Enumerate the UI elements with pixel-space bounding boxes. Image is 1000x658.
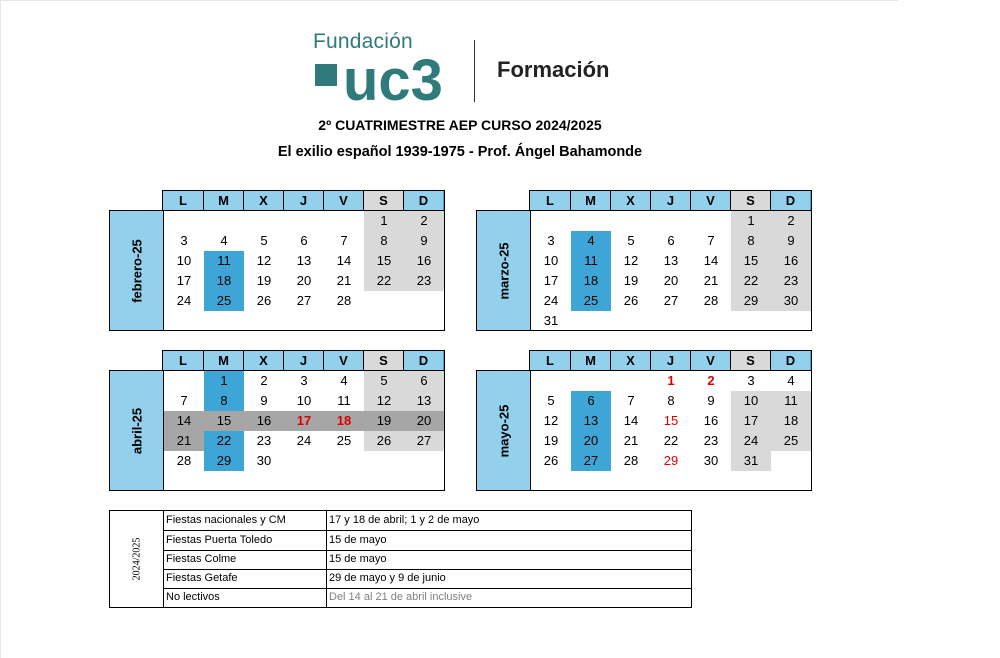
day-cell: [404, 291, 444, 311]
weekday-j: J: [283, 351, 323, 370]
day-cell: 7: [180, 393, 188, 408]
logo-small-text: Fundación: [313, 30, 413, 53]
holiday-cell: 1: [667, 373, 675, 388]
day-cell: 5: [547, 393, 555, 408]
weekday-d: D: [770, 351, 810, 370]
day-cell: 6: [404, 371, 444, 391]
day-cell: 21: [623, 433, 639, 448]
local-holiday-cell: 29: [663, 453, 679, 468]
day-cell: 17: [176, 273, 192, 288]
day-cell: 13: [404, 391, 444, 411]
class-day-cell: 6: [571, 391, 611, 411]
month-label-cell: [477, 371, 531, 490]
holiday-cell: 17: [284, 411, 324, 431]
day-cell: 14: [703, 253, 719, 268]
day-cell: 25: [336, 433, 352, 448]
day-cell: 5: [364, 371, 404, 391]
day-cell: [364, 291, 404, 311]
day-cell: 13: [663, 253, 679, 268]
day-cell: 27: [296, 293, 312, 308]
class-day-cell: 4: [571, 231, 611, 251]
day-cell: 10: [296, 393, 312, 408]
weekday-s: S: [730, 191, 770, 210]
class-day-cell: 27: [571, 451, 611, 471]
day-cell: 27: [404, 431, 444, 451]
month-label: mayo-25: [496, 404, 511, 457]
local-holiday-cell: 15: [663, 413, 679, 428]
day-cell: [204, 211, 244, 231]
weekday-l: L: [530, 351, 570, 370]
day-cell: 19: [256, 273, 272, 288]
day-grid: [164, 211, 444, 311]
day-grid: [531, 211, 811, 331]
day-cell: 6: [300, 233, 308, 248]
legend-value: 17 y 18 de abril; 1 y 2 de mayo: [326, 511, 689, 530]
day-cell: 28: [703, 293, 719, 308]
day-cell: 28: [336, 293, 352, 308]
day-cell: [771, 451, 811, 471]
day-cell: [164, 211, 204, 231]
month-label: abril-25: [129, 407, 144, 454]
weekday-d: D: [403, 191, 443, 210]
legend-value: 15 de mayo: [326, 550, 689, 569]
legend-value: Del 14 al 21 de abril inclusive: [326, 588, 689, 607]
class-day-cell: 29: [204, 451, 244, 471]
day-cell: 14: [336, 253, 352, 268]
legend-label: Fiestas Getafe: [166, 572, 238, 584]
day-cell: 31: [731, 451, 771, 471]
legend-row: [164, 588, 691, 607]
weekday-l: L: [530, 191, 570, 210]
day-cell: [164, 371, 204, 391]
day-cell: 4: [220, 233, 228, 248]
day-cell: 19: [543, 433, 559, 448]
day-cell: 1: [364, 211, 404, 231]
day-cell: 20: [663, 273, 679, 288]
weekday-x: X: [243, 191, 283, 210]
legend-value: 15 de mayo: [326, 531, 689, 550]
day-cell: 26: [364, 431, 404, 451]
day-cell: 23: [771, 271, 811, 291]
day-cell: 19: [623, 273, 639, 288]
day-cell: 2: [771, 211, 811, 231]
day-cell: [611, 371, 651, 391]
weekday-header: [162, 190, 445, 211]
day-cell: 29: [731, 291, 771, 311]
day-cell: 16: [771, 251, 811, 271]
class-day-cell: 25: [571, 291, 611, 311]
weekday-s: S: [363, 351, 403, 370]
day-cell: [244, 211, 284, 231]
day-cell: 1: [731, 211, 771, 231]
day-cell: 8: [731, 231, 771, 251]
day-cell: 24: [731, 431, 771, 451]
weekday-s: S: [363, 191, 403, 210]
no-lectivo-cell: 16: [244, 411, 284, 431]
class-day-cell: 18: [571, 271, 611, 291]
no-lectivo-cell: 21: [164, 431, 204, 451]
day-cell: 23: [703, 433, 719, 448]
no-lectivo-cell: 20: [404, 411, 444, 431]
month-label-cell: [477, 211, 531, 330]
legend-row: [164, 569, 691, 589]
day-cell: 9: [707, 393, 715, 408]
holiday-cell: 18: [324, 411, 364, 431]
day-cell: [531, 211, 571, 231]
weekday-j: J: [650, 191, 690, 210]
day-cell: 3: [300, 373, 308, 388]
day-cell: 22: [663, 433, 679, 448]
day-cell: [284, 211, 324, 231]
day-cell: 5: [627, 233, 635, 248]
legend-row: [164, 531, 691, 551]
day-cell: 2: [260, 373, 268, 388]
uc3-logo-mark: [313, 56, 463, 106]
page-border-left: [0, 0, 1, 658]
legend-year-cell: [110, 511, 164, 607]
class-day-cell: 1: [204, 371, 244, 391]
day-cell: 26: [256, 293, 272, 308]
month-label: febrero-25: [129, 238, 144, 303]
weekday-j: J: [650, 351, 690, 370]
weekday-v: V: [323, 351, 363, 370]
class-day-cell: 18: [204, 271, 244, 291]
day-cell: 12: [543, 413, 559, 428]
legend-label: Fiestas Puerta Toledo: [166, 534, 273, 546]
weekday-d: D: [770, 191, 810, 210]
class-day-cell: 20: [571, 431, 611, 451]
day-cell: [324, 211, 364, 231]
day-cell: 16: [404, 251, 444, 271]
class-day-cell: 11: [571, 251, 611, 271]
day-cell: 8: [364, 231, 404, 251]
no-lectivo-cell: 15: [204, 411, 244, 431]
day-cell: 11: [337, 393, 351, 408]
day-cell: 30: [771, 291, 811, 311]
legend-row: [164, 550, 691, 570]
weekday-j: J: [283, 191, 323, 210]
page-subtitle: El exilio español 1939-1975 - Prof. Ángel Bahamonde: [277, 144, 643, 160]
day-cell: 7: [340, 233, 348, 248]
day-grid: [531, 371, 811, 471]
day-cell: 22: [731, 271, 771, 291]
weekday-x: X: [243, 351, 283, 370]
weekday-x: X: [610, 191, 650, 210]
day-cell: 3: [747, 373, 755, 388]
class-day-cell: 22: [204, 431, 244, 451]
day-cell: 15: [364, 251, 404, 271]
month-label-cell: [110, 371, 164, 490]
day-cell: 18: [771, 411, 811, 431]
day-cell: 26: [543, 453, 559, 468]
month-label: marzo-25: [496, 241, 511, 300]
legend-row: [164, 511, 691, 531]
day-cell: 27: [663, 293, 679, 308]
day-cell: 9: [771, 231, 811, 251]
day-cell: 24: [296, 433, 312, 448]
day-cell: 23: [256, 433, 272, 448]
day-cell: [571, 371, 611, 391]
day-cell: 4: [787, 373, 795, 388]
legend-label: Fiestas Colme: [166, 553, 237, 565]
day-cell: 4: [340, 373, 348, 388]
page-title: 2º CUATRIMESTRE AEP CURSO 2024/2025: [318, 117, 602, 133]
day-cell: 10: [176, 253, 192, 268]
day-cell: 5: [260, 233, 268, 248]
day-cell: [571, 211, 611, 231]
day-cell: 9: [404, 231, 444, 251]
calendar-body: [109, 210, 445, 331]
day-cell: [531, 371, 571, 391]
day-cell: 12: [256, 253, 272, 268]
day-cell: 14: [623, 413, 639, 428]
month-label-cell: [110, 211, 164, 330]
weekday-header: [529, 350, 812, 371]
weekday-v: V: [690, 191, 730, 210]
day-cell: 3: [180, 233, 188, 248]
day-cell: 16: [703, 413, 719, 428]
class-day-cell: 25: [204, 291, 244, 311]
legend-value: 29 de mayo y 9 de junio: [326, 569, 689, 588]
day-cell: 2: [404, 211, 444, 231]
weekday-v: V: [323, 191, 363, 210]
day-cell: 3: [547, 233, 555, 248]
weekday-l: L: [163, 191, 203, 210]
weekday-x: X: [610, 351, 650, 370]
day-grid: [164, 371, 444, 471]
day-cell: 25: [771, 431, 811, 451]
day-cell: 22: [364, 271, 404, 291]
day-cell: 31: [543, 313, 559, 328]
weekday-d: D: [403, 351, 443, 370]
day-cell: 10: [731, 391, 771, 411]
weekday-header: [529, 190, 812, 211]
day-cell: 24: [543, 293, 559, 308]
logo-big-text: uc3: [343, 56, 443, 106]
weekday-m: M: [570, 351, 610, 370]
day-cell: 7: [627, 393, 635, 408]
day-cell: 28: [176, 453, 192, 468]
weekday-m: M: [203, 351, 243, 370]
day-cell: 17: [731, 411, 771, 431]
no-lectivo-cell: 19: [364, 411, 404, 431]
day-cell: 13: [296, 253, 312, 268]
day-cell: 10: [543, 253, 559, 268]
holiday-cell: 2: [707, 373, 715, 388]
holidays-legend: [109, 510, 692, 608]
day-cell: 28: [623, 453, 639, 468]
day-cell: 15: [731, 251, 771, 271]
day-cell: 21: [336, 273, 352, 288]
day-cell: 26: [623, 293, 639, 308]
logo-right-text: Formación: [497, 57, 610, 82]
class-day-cell: 11: [204, 251, 244, 271]
class-day-cell: 13: [571, 411, 611, 431]
logo-separator: [474, 40, 475, 102]
calendar-body: [476, 210, 812, 331]
day-cell: 9: [260, 393, 268, 408]
day-cell: [691, 211, 731, 231]
day-cell: [611, 211, 651, 231]
day-cell: 8: [667, 393, 675, 408]
day-cell: 23: [404, 271, 444, 291]
calendar-body: [476, 370, 812, 491]
no-lectivo-cell: 14: [164, 411, 204, 431]
class-day-cell: 8: [204, 391, 244, 411]
weekday-m: M: [203, 191, 243, 210]
day-cell: 24: [176, 293, 192, 308]
day-cell: 20: [296, 273, 312, 288]
weekday-v: V: [690, 351, 730, 370]
weekday-l: L: [163, 351, 203, 370]
calendar-body: [109, 370, 445, 491]
legend-year: 2024/2025: [131, 537, 142, 581]
page-border-top: [0, 0, 898, 1]
weekday-m: M: [570, 191, 610, 210]
day-cell: 30: [256, 453, 272, 468]
day-cell: 17: [543, 273, 559, 288]
legend-label: No lectivos: [166, 591, 220, 603]
day-cell: 30: [703, 453, 719, 468]
day-cell: 12: [623, 253, 639, 268]
day-cell: 11: [771, 391, 811, 411]
weekday-s: S: [730, 351, 770, 370]
day-cell: 12: [364, 391, 404, 411]
day-cell: 7: [707, 233, 715, 248]
day-cell: 6: [667, 233, 675, 248]
day-cell: [651, 211, 691, 231]
weekday-header: [162, 350, 445, 371]
legend-label: Fiestas nacionales y CM: [166, 514, 286, 526]
day-cell: 21: [703, 273, 719, 288]
